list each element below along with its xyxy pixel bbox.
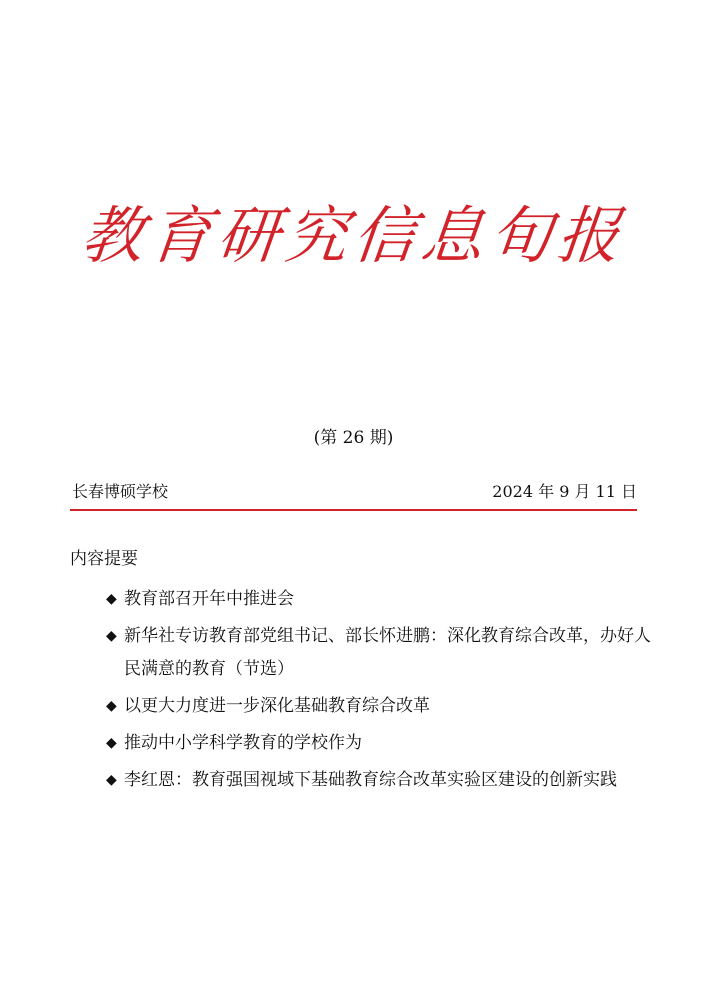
diamond-bullet-icon: ◆ <box>106 698 117 714</box>
diamond-bullet-icon: ◆ <box>106 735 117 751</box>
list-item-text: 新华社专访教育部党组书记、部长怀进鹏：深化教育综合改革，办好人民满意的教育（节选） <box>124 626 651 679</box>
list-item[interactable] <box>106 727 651 760</box>
list-item[interactable] <box>106 690 651 723</box>
list-item-text: 教育部召开年中推进会 <box>124 589 294 609</box>
list-item[interactable] <box>106 620 651 686</box>
list-item-text: 推动中小学科学教育的学校作为 <box>124 733 362 753</box>
masthead-title: 教育研究信息旬报 <box>77 199 630 272</box>
header-divider <box>70 509 637 511</box>
list-item-text: 以更大力度进一步深化基础教育综合改革 <box>124 696 430 716</box>
diamond-bullet-icon: ◆ <box>106 628 117 644</box>
list-item-text: 李红恩：教育强国视域下基础教育综合改革实验区建设的创新实践 <box>124 770 617 790</box>
list-item[interactable] <box>106 583 651 616</box>
meta-row <box>72 481 637 503</box>
list-item[interactable] <box>106 764 651 797</box>
diamond-bullet-icon: ◆ <box>106 772 117 788</box>
issue-number: (第 26 期) <box>313 428 394 448</box>
contents-list <box>106 583 651 801</box>
contents-heading: 内容提要 <box>70 549 138 569</box>
organization-name: 长春博硕学校 <box>72 482 169 501</box>
publication-date: 2024 年 9 月 11 日 <box>492 482 637 501</box>
diamond-bullet-icon: ◆ <box>106 591 117 607</box>
